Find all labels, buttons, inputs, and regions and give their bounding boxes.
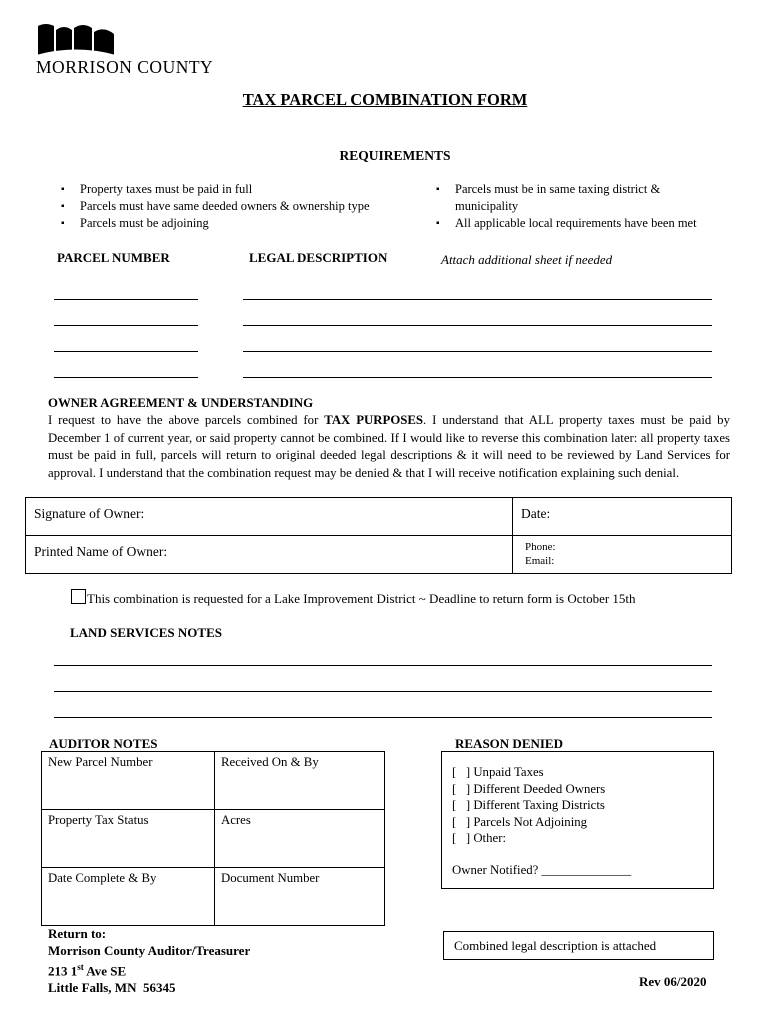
date-complete-by-cell[interactable] (42, 868, 215, 926)
requirement-item (433, 181, 753, 215)
phone-label: Phone: (525, 541, 556, 553)
contact-field[interactable] (513, 536, 732, 574)
cell-label: New Parcel Number (48, 755, 153, 769)
reason-denied-heading: REASON DENIED (455, 736, 563, 751)
auditor-table (41, 751, 385, 926)
return-to-label: Return to: (48, 926, 107, 941)
county-logo-mark (36, 22, 116, 56)
received-on-by-cell[interactable] (215, 752, 385, 810)
agreement-text-part: . I understand that ALL property taxes must be paid by December 1 of current year, or said property cannot be combined. If I would like to reverse this combination later: all property taxes must be paid in full, parcels will return to original deeded legal descriptions & it will need to be reviewed by Land Services for approval. I understand that the combination request may be denied & that I will receive notification explaining such denial. (48, 413, 730, 480)
reason-option[interactable]: [ ] Parcels Not Adjoining (452, 814, 588, 829)
cell-label: Date Complete & By (48, 871, 157, 885)
legal-description-line[interactable] (243, 299, 712, 300)
parcel-number-label: PARCEL NUMBER (57, 250, 170, 265)
requirement-item: ▪ Parcels must be adjoining (58, 215, 408, 232)
requirements-heading: REQUIREMENTS (339, 148, 451, 163)
signature-table (25, 497, 732, 574)
attach-note: Attach additional sheet if needed (441, 252, 613, 267)
cell-label: Document Number (221, 871, 320, 885)
parcel-number-line[interactable] (54, 299, 198, 300)
requirement-item: ▪ Property taxes must be paid in full (58, 181, 408, 198)
reason-option[interactable]: [ ] Other: (452, 831, 507, 845)
requirement-item: ▪ Parcels must have same deeded owners & ownership type (58, 198, 408, 215)
combined-note-box (443, 931, 714, 960)
new-parcel-number-cell[interactable] (42, 752, 215, 810)
acres-cell[interactable] (215, 810, 385, 868)
reason-options (452, 764, 605, 847)
auditor-heading: AUDITOR NOTES (49, 736, 158, 751)
email-label: Email: (525, 555, 555, 567)
lake-checkbox[interactable] (71, 589, 86, 604)
legal-description-label: LEGAL DESCRIPTION (249, 250, 388, 265)
agreement-text-part: I request to have the above parcels combined for (48, 413, 325, 427)
date-label: Date: (521, 506, 551, 521)
reason-option[interactable]: [ ] Unpaid Taxes (452, 765, 544, 779)
agreement-text (48, 412, 730, 482)
requirements-left-list (58, 181, 408, 232)
parcel-number-line[interactable] (54, 377, 198, 378)
legal-description-line[interactable] (243, 325, 712, 326)
reason-denied-box (441, 751, 714, 889)
form-title: TAX PARCEL COMBINATION FORM (242, 90, 528, 109)
document-number-cell[interactable] (215, 868, 385, 926)
land-services-line[interactable] (54, 691, 712, 692)
return-to-street (48, 959, 250, 979)
land-services-line[interactable] (54, 717, 712, 718)
return-to-name: Morrison County Auditor/Treasurer (48, 943, 251, 958)
street-number: 213 1 (48, 963, 78, 979)
return-to-block (48, 925, 250, 996)
reason-option[interactable]: [ ] Different Deeded Owners (452, 781, 606, 796)
parcel-number-line[interactable] (54, 325, 198, 326)
printed-name-label: Printed Name of Owner: (34, 544, 168, 559)
signature-field[interactable] (26, 498, 513, 536)
parcel-number-line[interactable] (54, 351, 198, 352)
requirements-right-list (433, 181, 753, 232)
legal-description-line[interactable] (243, 351, 712, 352)
lake-text: This combination is requested for a Lake Improvement District ~ Deadline to return form is October 15th (87, 591, 636, 606)
cell-label: Property Tax Status (48, 813, 149, 827)
legal-description-line[interactable] (243, 377, 712, 378)
agreement-bold: TAX PURPOSES (324, 413, 424, 427)
county-logo (36, 22, 216, 80)
requirement-text-cont: municipality (455, 199, 519, 213)
county-name: MORRISON COUNTY (36, 57, 214, 77)
requirement-item: ▪ All applicable local requirements have been met (433, 215, 753, 232)
owner-notified[interactable]: Owner Notified? ______________ (452, 863, 632, 877)
date-field[interactable] (513, 498, 732, 536)
street-ordinal: st (77, 962, 84, 972)
revision: Rev 06/2020 (639, 974, 707, 989)
cell-label: Acres (221, 813, 251, 827)
land-services-line[interactable] (54, 665, 712, 666)
printed-name-field[interactable] (26, 536, 513, 574)
street-name: Ave SE (83, 963, 127, 979)
property-tax-status-cell[interactable] (42, 810, 215, 868)
cell-label: Received On & By (221, 755, 319, 769)
land-services-heading: LAND SERVICES NOTES (70, 625, 222, 640)
agreement-heading: OWNER AGREEMENT & UNDERSTANDING (48, 396, 314, 410)
return-to-city: Little Falls, MN 56345 (48, 980, 176, 996)
reason-option[interactable]: [ ] Different Taxing Districts (452, 798, 605, 812)
requirement-text: Parcels must be in same taxing district & (455, 182, 661, 196)
signature-label: Signature of Owner: (34, 506, 145, 521)
combined-note: Combined legal description is attached (454, 938, 657, 953)
